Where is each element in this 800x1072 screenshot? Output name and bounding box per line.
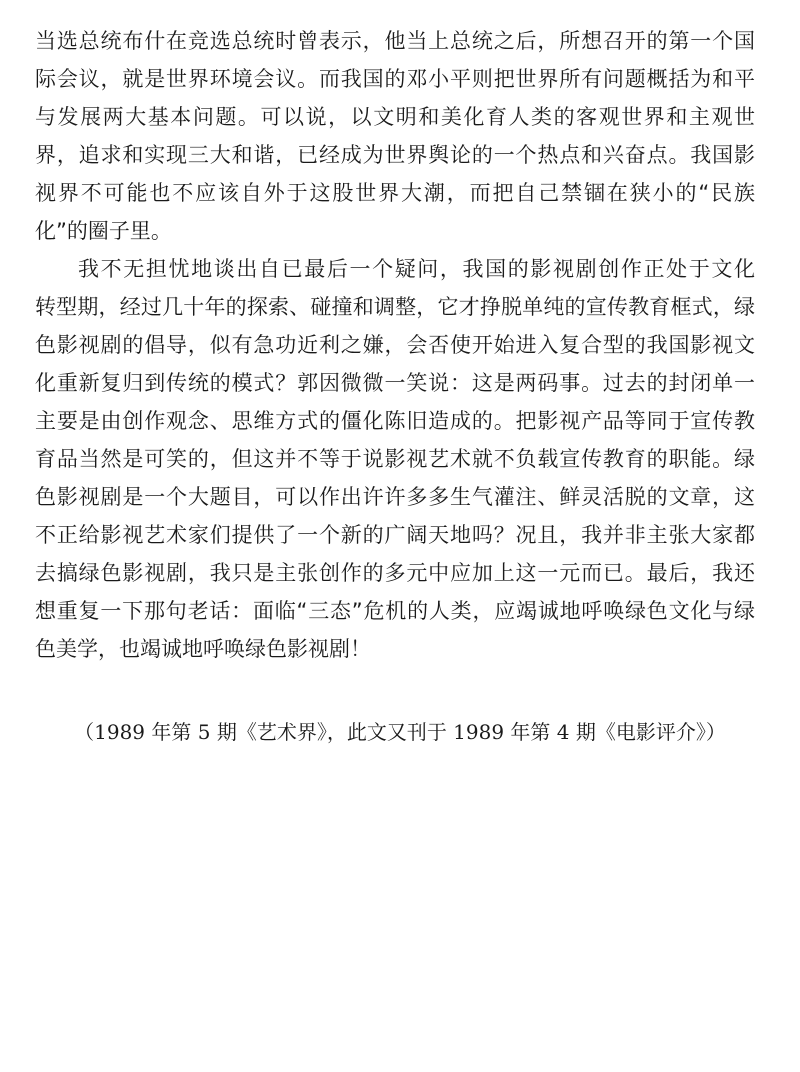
paragraph-2-line-8: 不正给影视艺术家们提供了一个新的广阔天地吗？况且，我并非主张大家都 bbox=[35, 523, 755, 547]
paragraph-2-line-5: 主要是由创作观念、思维方式的僵化陈旧造成的。把影视产品等同于宣传教 bbox=[35, 409, 755, 433]
paragraph-1-line-5: 视界不可能也不应该自外于这股世界大潮，而把自己禁锢在狭小的“民族 bbox=[35, 181, 755, 205]
paragraph-1-line-2: 际会议，就是世界环境会议。而我国的邓小平则把世界所有问题概括为和平 bbox=[35, 67, 755, 91]
paragraph-2-line-6: 育品当然是可笑的，但这并不等于说影视艺术就不负载宣传教育的职能。绿 bbox=[35, 447, 755, 471]
paragraph-2-line-1: 我不无担忧地谈出自已最后一个疑问，我国的影视剧创作正处于文化 bbox=[78, 257, 755, 281]
source-citation: （1989 年第 5 期《艺术界》，此文又刊于 1989 年第 4 期《电影评介》） bbox=[74, 720, 726, 744]
paragraph-2-line-9: 去搞绿色影视剧，我只是主张创作的多元中应加上这一元而已。最后，我还 bbox=[35, 561, 755, 585]
paragraph-2-line-10: 想重复一下那句老话：面临“三态”危机的人类，应竭诚地呼唤绿色文化与绿 bbox=[35, 599, 755, 623]
paragraph-1-line-6: 化”的圈子里。 bbox=[35, 219, 172, 243]
paragraph-2-line-3: 色影视剧的倡导，似有急功近利之嫌，会否使开始进入复合型的我国影视文 bbox=[35, 333, 755, 357]
paragraph-2-line-11: 色美学，也竭诚地呼唤绿色影视剧！ bbox=[35, 637, 371, 661]
paragraph-2-line-2: 转型期，经过几十年的探索、碰撞和调整，它才挣脱单纯的宣传教育框式，绿 bbox=[35, 295, 755, 319]
paragraph-1-line-3: 与发展两大基本问题。可以说，以文明和美化育人类的客观世界和主观世 bbox=[35, 105, 755, 129]
paragraph-1-line-1: 当选总统布什在竞选总统时曾表示，他当上总统之后，所想召开的第一个国 bbox=[35, 29, 755, 53]
paragraph-1-line-4: 界，追求和实现三大和谐，已经成为世界舆论的一个热点和兴奋点。我国影 bbox=[35, 143, 755, 167]
paragraph-2-line-4: 化重新复归到传统的模式？郭因微微一笑说：这是两码事。过去的封闭单一 bbox=[35, 371, 755, 395]
paragraph-2-line-7: 色影视剧是一个大题目，可以作出许许多多生气灌注、鲜灵活脱的文章，这 bbox=[35, 485, 755, 509]
